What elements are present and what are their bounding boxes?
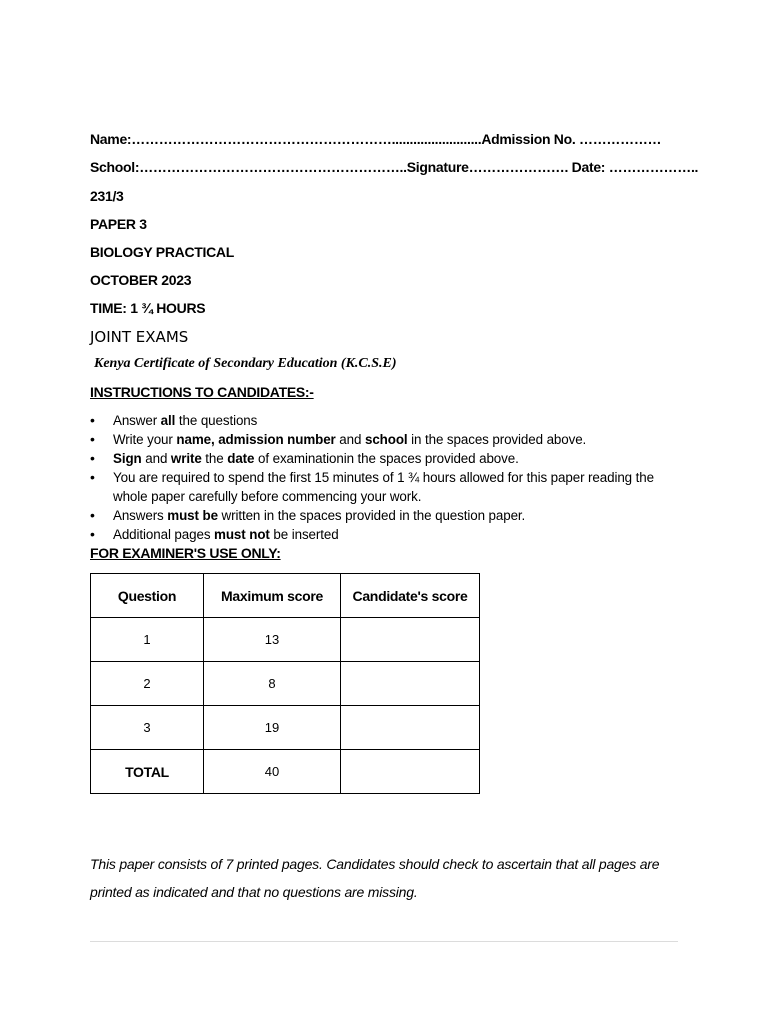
instruction-item bbox=[90, 430, 670, 449]
instruction-item bbox=[90, 525, 670, 544]
table-row bbox=[91, 706, 480, 750]
column-header-candidate-score: Candidate's score bbox=[341, 574, 480, 618]
total-maximum-score: 40 bbox=[204, 750, 341, 794]
page-count-note: This paper consists of 7 printed pages. Candidates should check to ascertain that all pages are printed as indicated and that no questions are missing. bbox=[90, 856, 660, 900]
certificate-title: Kenya Certificate of Secondary Education (K.C.S.E) bbox=[94, 356, 397, 371]
instruction-text: the questions bbox=[175, 413, 258, 428]
instruction-item bbox=[90, 468, 670, 506]
examiner-score-table bbox=[90, 573, 480, 794]
maximum-score: 19 bbox=[204, 706, 341, 750]
instruction-text: in the spaces provided above. bbox=[407, 432, 587, 447]
instruction-emphasis: school bbox=[364, 432, 408, 447]
table-row bbox=[91, 662, 480, 706]
exam-time: TIME: 1 ¾ HOURS bbox=[90, 300, 206, 316]
paper-number: PAPER 3 bbox=[90, 216, 147, 232]
instruction-text: You are required to spend the first 15 minutes of 1 ¾ hours allowed for this paper reading the whole paper carefully before commencing your work. bbox=[113, 470, 654, 504]
exam-date: OCTOBER 2023 bbox=[90, 272, 192, 288]
subject-title: BIOLOGY PRACTICAL bbox=[90, 244, 234, 260]
examiner-heading: FOR EXAMINER'S USE ONLY: bbox=[90, 545, 281, 561]
exam-name: JOINT EXAMS bbox=[90, 328, 189, 346]
candidate-score-cell bbox=[341, 706, 480, 750]
footer-divider bbox=[90, 941, 678, 942]
instruction-emphasis: write bbox=[170, 451, 202, 466]
instruction-text: the bbox=[201, 451, 228, 466]
question-number: 1 bbox=[91, 618, 204, 662]
maximum-score: 8 bbox=[204, 662, 341, 706]
instruction-text: written in the spaces provided in the question paper. bbox=[217, 508, 526, 523]
candidate-score-cell bbox=[341, 618, 480, 662]
table-row bbox=[91, 618, 480, 662]
instruction-text: and bbox=[335, 432, 365, 447]
question-number: 2 bbox=[91, 662, 204, 706]
instruction-item bbox=[90, 506, 670, 525]
instruction-text: Answers bbox=[113, 508, 168, 523]
table-header-row bbox=[91, 574, 480, 618]
instruction-text: and bbox=[141, 451, 171, 466]
maximum-score: 13 bbox=[204, 618, 341, 662]
instruction-emphasis: date bbox=[227, 451, 255, 466]
candidate-score-cell bbox=[341, 662, 480, 706]
instruction-item bbox=[90, 449, 670, 468]
instruction-text: Write your bbox=[113, 432, 177, 447]
table-total-row bbox=[91, 750, 480, 794]
total-candidate-score-cell bbox=[341, 750, 480, 794]
instructions-heading: INSTRUCTIONS TO CANDIDATES:- bbox=[90, 384, 314, 400]
instruction-text: Answer bbox=[113, 413, 161, 428]
school-signature-date-line: School:…………………………………………………..Signature…………………. Date: ……………….. bbox=[90, 159, 699, 175]
question-number: 3 bbox=[91, 706, 204, 750]
instruction-text: of examinationin the spaces provided above. bbox=[254, 451, 519, 466]
instruction-item bbox=[90, 411, 670, 430]
instructions-list bbox=[90, 411, 670, 544]
instruction-text: Additional pages bbox=[113, 527, 215, 542]
paper-code: 231/3 bbox=[90, 188, 124, 204]
instruction-emphasis: all bbox=[160, 413, 176, 428]
instruction-text: be inserted bbox=[269, 527, 339, 542]
instruction-emphasis: Sign bbox=[113, 451, 142, 466]
column-header-maximum-score: Maximum score bbox=[204, 574, 341, 618]
total-label: TOTAL bbox=[91, 750, 204, 794]
instruction-emphasis: name, admission number bbox=[176, 432, 336, 447]
instruction-emphasis: must not bbox=[214, 527, 270, 542]
instruction-emphasis: must be bbox=[167, 508, 218, 523]
name-admission-line: Name:………………………………………………….........................Admission No. ……………… bbox=[90, 131, 662, 147]
column-header-question: Question bbox=[91, 574, 204, 618]
